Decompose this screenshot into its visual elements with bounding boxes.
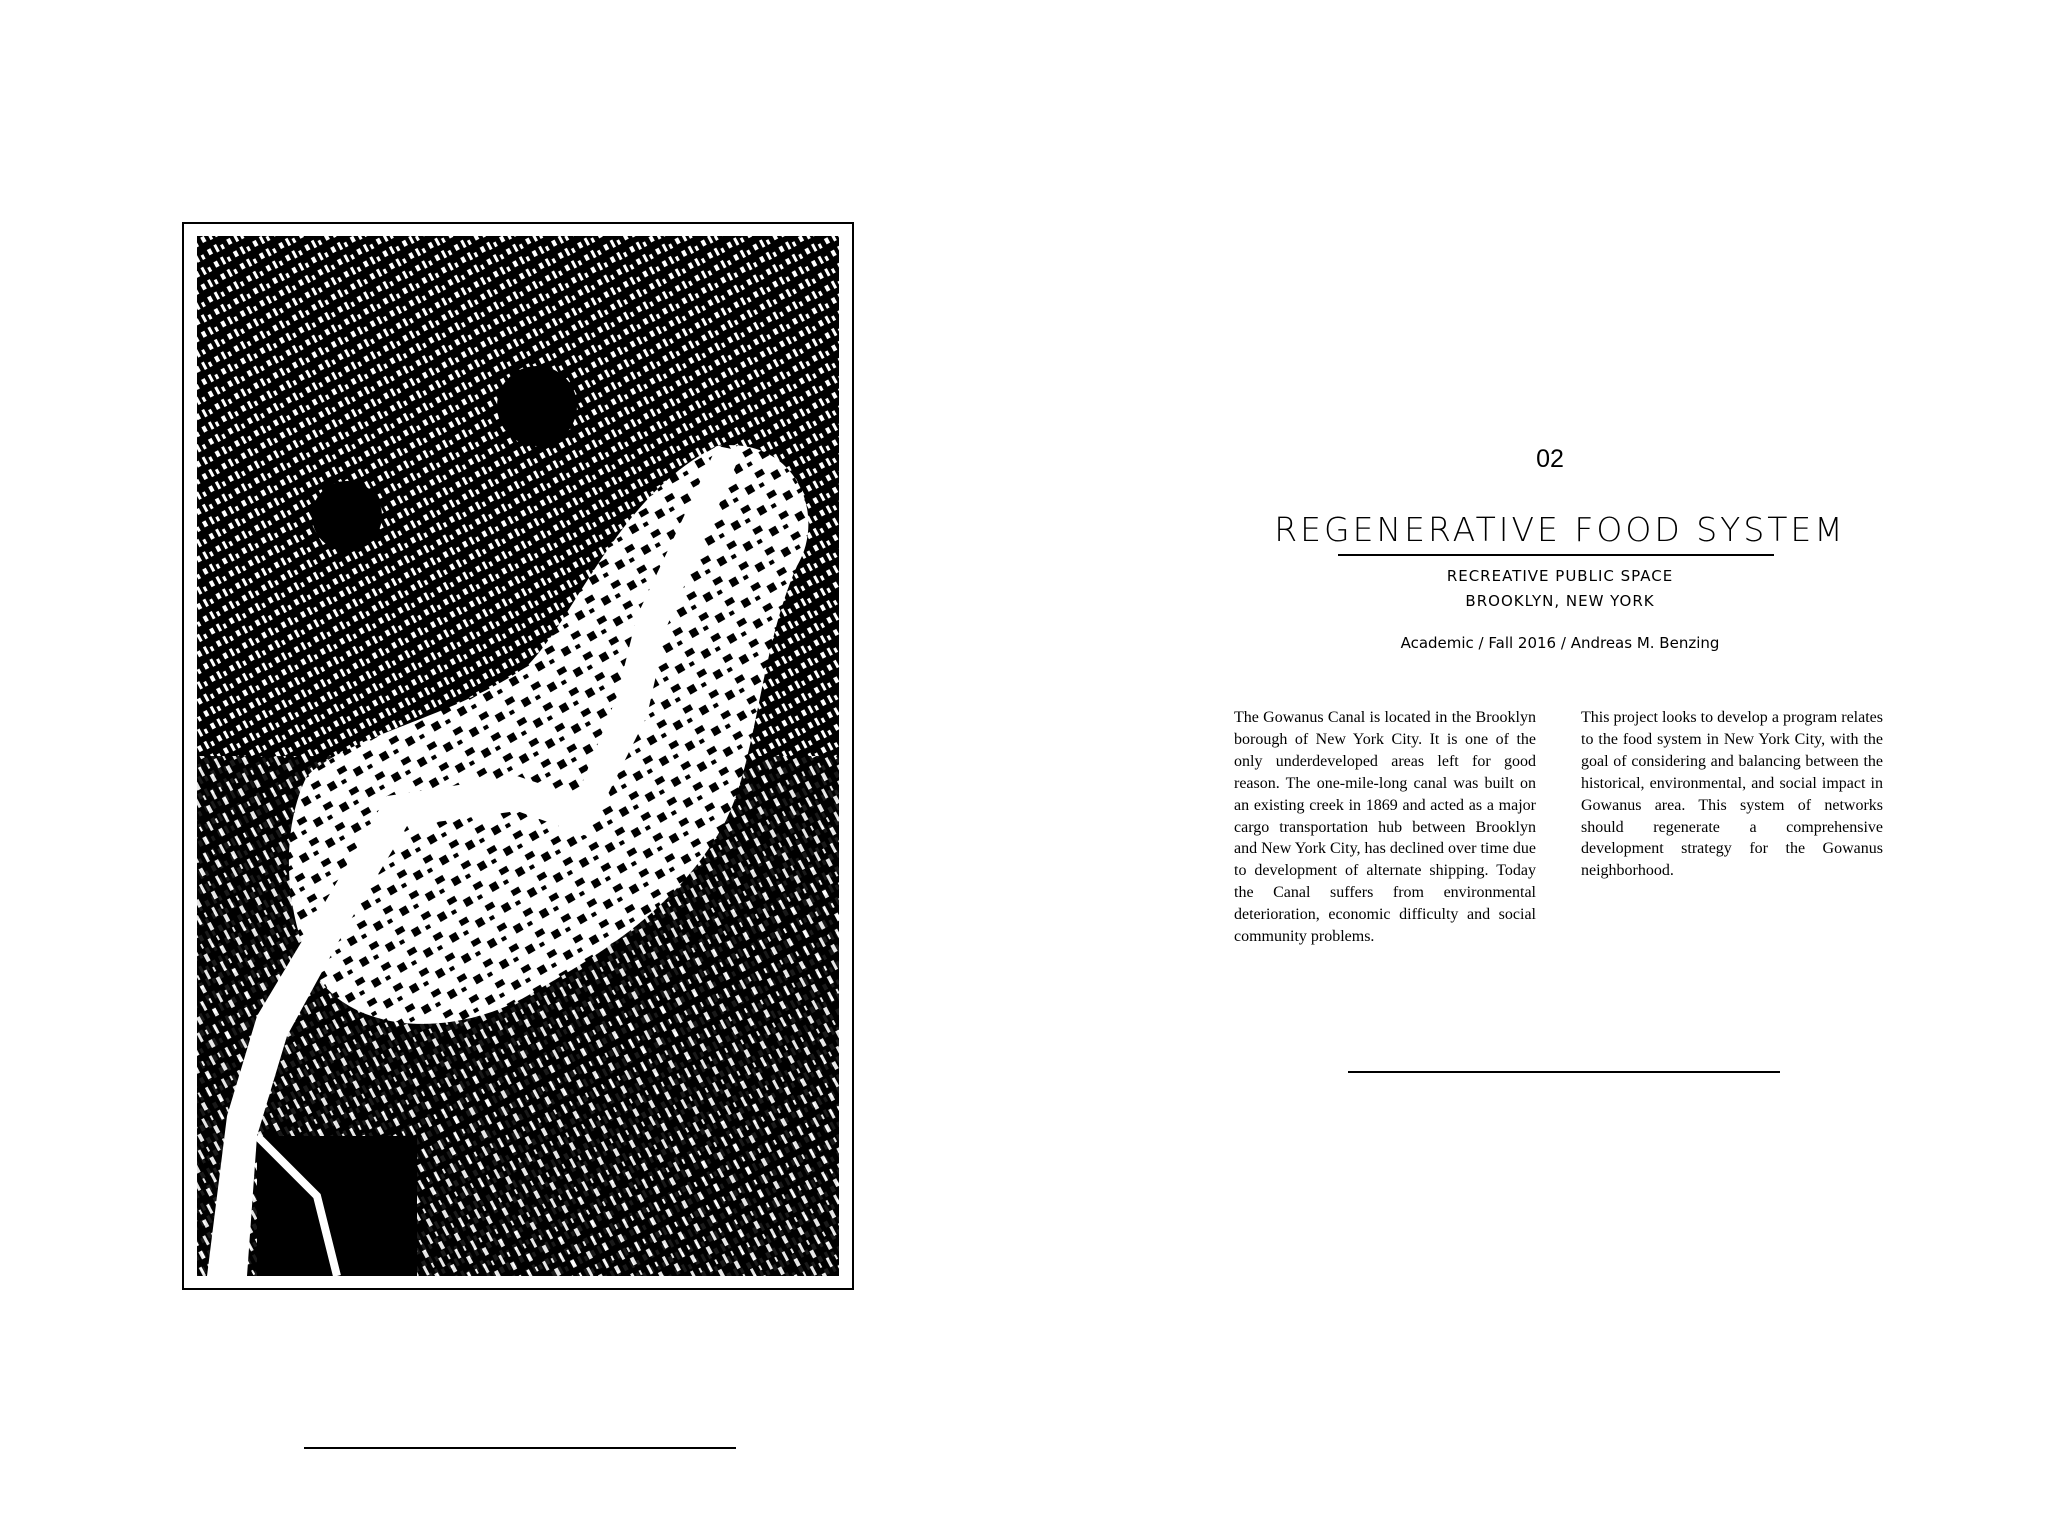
project-title: REGENERATIVE FOOD SYSTEM xyxy=(1274,510,1846,549)
aerial-map-image xyxy=(197,236,839,1276)
aerial-map-graphic xyxy=(197,236,839,1276)
project-number: 02 xyxy=(1536,445,1564,473)
left-page-rule xyxy=(304,1447,736,1449)
project-subtitle-type: RECREATIVE PUBLIC SPACE xyxy=(1446,567,1674,585)
title-underline xyxy=(1338,554,1774,556)
map-frame xyxy=(182,222,854,1290)
project-subtitle-location: BROOKLYN, NEW YORK xyxy=(1465,592,1655,610)
project-credits: Academic / Fall 2016 / Andreas M. Benzing xyxy=(1400,634,1720,652)
body-column-2: This project looks to develop a program relates to the food system in New York City, with the goal of considering and balancing between the historical, environmental, and social impact in Gowanus area. This system of networks should regenerate a comprehensive development strategy for the Gowanus neighborhood. xyxy=(1581,709,1883,880)
right-page-rule xyxy=(1348,1071,1780,1073)
body-column-1: The Gowanus Canal is located in the Brooklyn borough of New York City. It is one of the only underdeveloped areas left for good reason. The one-mile-long canal was built on an existing creek in 1869 and acted as a major cargo transportation hub between Brooklyn and New York City, has declined over time due to development of alternate shipping. Today the Canal suffers from environmental deterioration, economic difficulty and social community problems. xyxy=(1234,709,1537,946)
